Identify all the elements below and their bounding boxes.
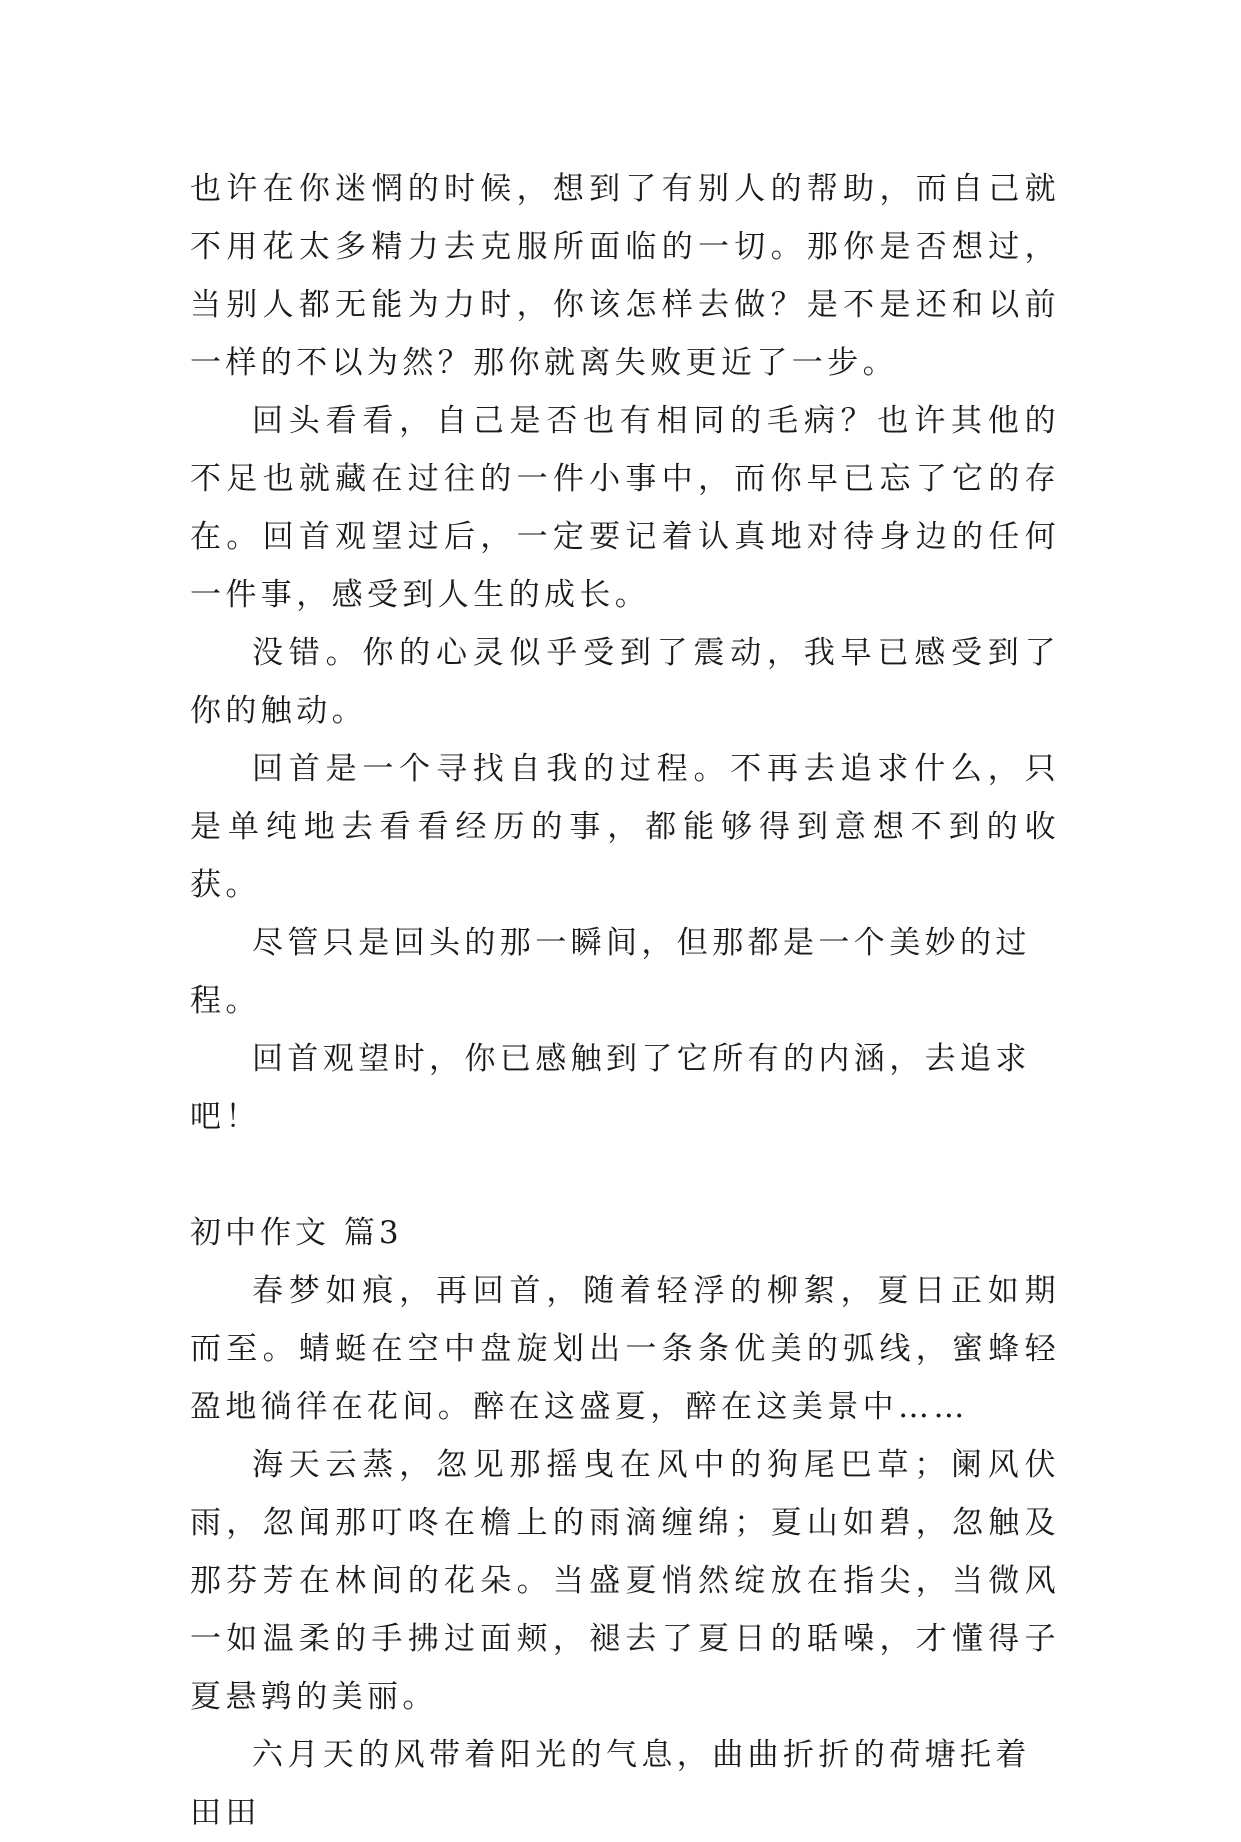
paragraph: 也许在你迷惘的时候，想到了有别人的帮助，而自己就不用花太多精力去克服所面临的一切。那你是否想过，当别人都无能为力时，你该怎样去做？是不是还和以前一样的不以为然？那你就离失败更近了一步。 <box>190 171 1060 381</box>
paragraph: 六月天的风带着阳光的气息，曲曲折折的荷塘托着田田 <box>190 1737 1031 1831</box>
paragraph: 春梦如痕，再回首，随着轻浮的柳絮，夏日正如期而至。蜻蜓在空中盘旋划出一条条优美的弧线，蜜蜂轻盈地徜徉在花间。醉在这盛夏，醉在这美景中…… <box>190 1273 1060 1425</box>
paragraph: 回首是一个寻找自我的过程。不再去追求什么，只是单纯地去看看经历的事，都能够得到意想不到的收获。 <box>190 751 1060 903</box>
paragraph: 尽管只是回头的那一瞬间，但那都是一个美妙的过程。 <box>190 925 1031 1019</box>
paragraph: 没错。你的心灵似乎受到了震动，我早已感受到了你的触动。 <box>190 635 1060 729</box>
paragraph: 回头看看，自己是否也有相同的毛病？也许其他的不足也就藏在过往的一件小事中，而你早已忘了它的存在。回首观望过后，一定要记着认真地对待身边的任何一件事，感受到人生的成长。 <box>190 403 1060 613</box>
section-title: 初中作文 篇3 <box>190 1215 403 1251</box>
paragraph: 回首观望时，你已感触到了它所有的内涵，去追求吧！ <box>190 1041 1031 1135</box>
document-body <box>190 160 1060 1842</box>
paragraph: 海天云蒸，忽见那摇曳在风中的狗尾巴草；阑风伏雨，忽闻那叮咚在檐上的雨滴缠绵；夏山如碧，忽触及那芬芳在林间的花朵。当盛夏悄然绽放在指尖，当微风一如温柔的手拂过面颊，褪去了夏日的聒噪，才懂得子夏悬鹑的美丽。 <box>190 1447 1060 1715</box>
